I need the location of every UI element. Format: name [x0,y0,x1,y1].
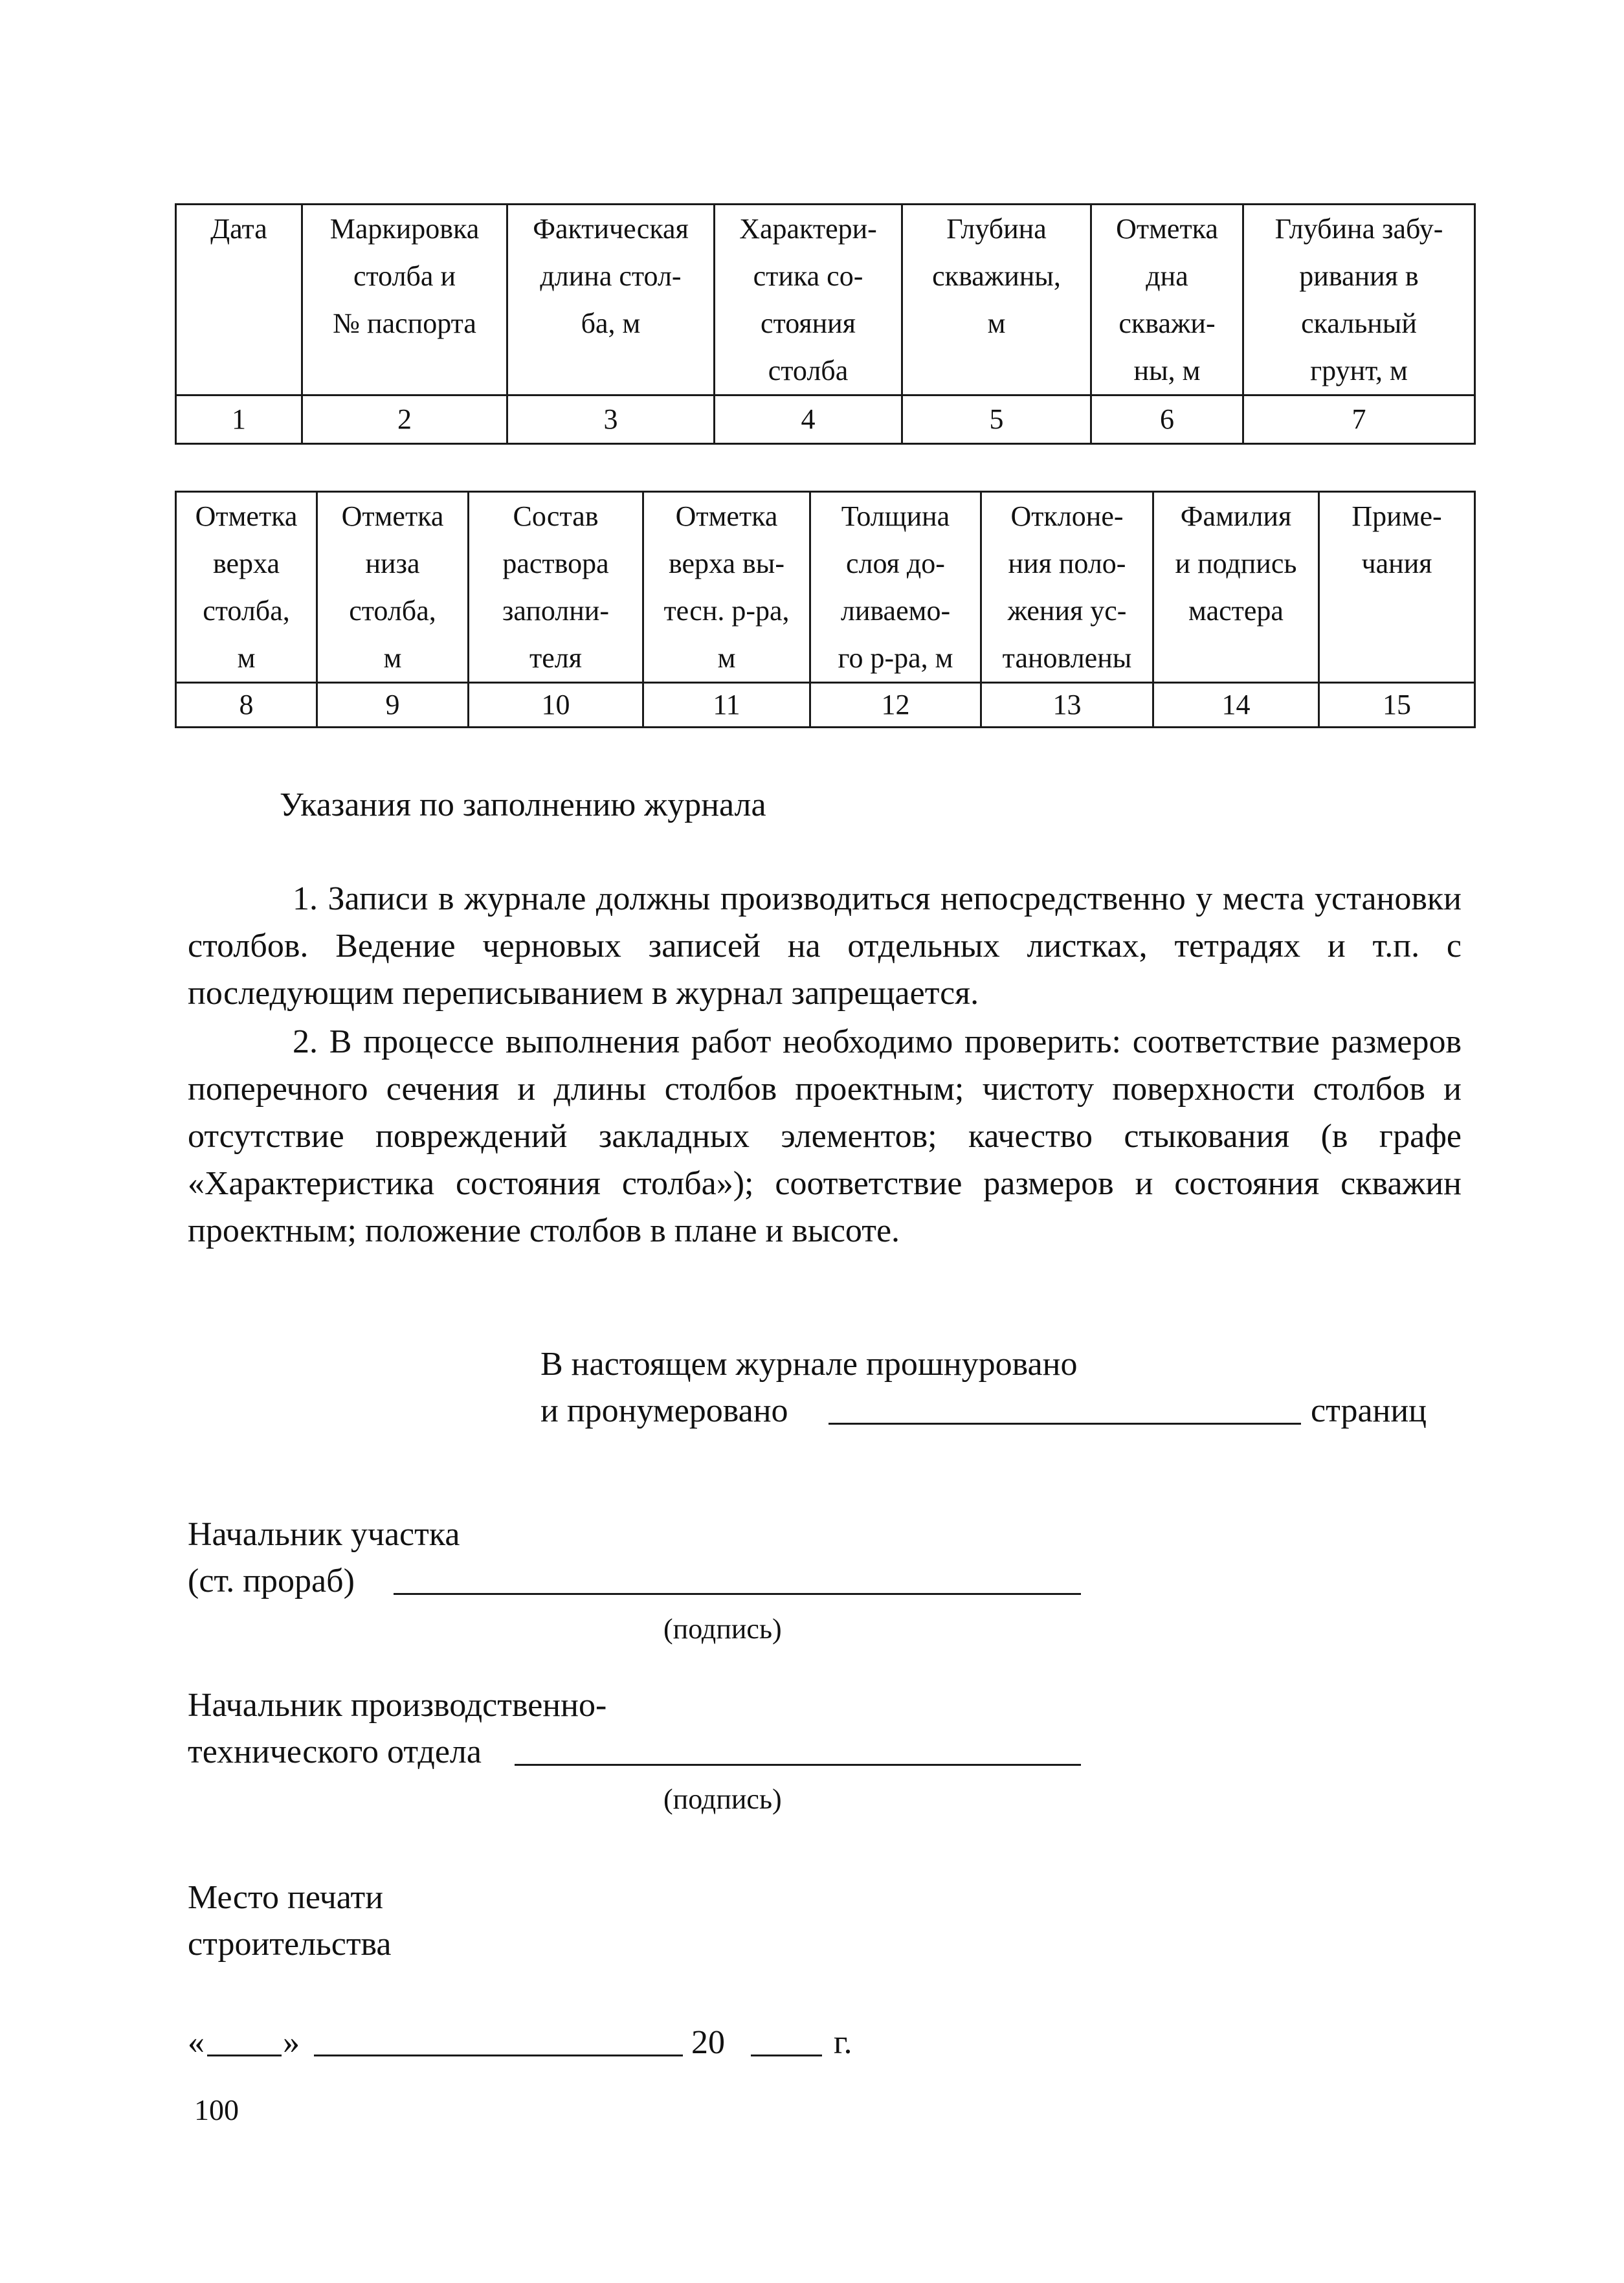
page-count-blank [829,1423,1301,1425]
column-number: 4 [715,395,902,444]
header-pile-marking: Маркировка столба и № паспорта [302,205,507,395]
stamp-place-line-1: Место печати [188,1879,384,1916]
pto-chief-label-line-1: Начальник производственно- [188,1687,607,1724]
date-open-quote: « [188,2024,205,2061]
column-number: 13 [981,683,1153,728]
column-number: 6 [1091,395,1243,444]
senior-foreman-label: (ст. прораб) [188,1563,355,1599]
header-well-depth: Глубина скважины, м [902,205,1091,395]
header-rock-drilling-depth: Глубина забу- ривания в скальный грунт, м [1243,205,1475,395]
column-number: 8 [176,683,317,728]
section-chief-signature-blank [394,1593,1081,1595]
column-number: 11 [643,683,810,728]
column-number: 9 [317,683,469,728]
pto-chief-signature-blank [515,1764,1081,1766]
header-position-deviations: Отклоне- ния поло- жения ус- тановлены [981,492,1153,683]
section-chief-label: Начальник участка [188,1516,460,1553]
header-well-bottom-mark: Отметка дна скважи- ны, м [1091,205,1243,395]
pto-chief-label-line-2: технического отдела [188,1733,482,1770]
year-suffix: г. [834,2024,852,2061]
header-foreman-signature: Фамилия и подпись мастера [1153,492,1319,683]
stamp-place-line-2: строительства [188,1926,392,1963]
binding-note-line-1: В настоящем журнале прошнуровано [540,1346,1078,1383]
column-number: 7 [1243,395,1475,444]
year-blank [751,2055,822,2056]
header-date: Дата [176,205,302,395]
date-close-quote: » [283,2024,300,2061]
table-number-row [176,683,1475,728]
header-filler-mortar: Состав раствора заполни- теля [469,492,643,683]
page-number: 100 [194,2093,239,2126]
month-blank [314,2055,683,2056]
header-added-mortar-thickness: Толщина слоя до- ливаемо- го р-ра, м [810,492,981,683]
header-pile-top-mark: Отметка верха столба, м [176,492,317,683]
signature-caption-1: (подпись) [663,1613,782,1645]
column-number: 5 [902,395,1091,444]
instructions-heading: Указания по заполнению журнала [280,786,766,823]
header-pile-bottom-mark: Отметка низа столба, м [317,492,469,683]
header-pile-condition: Характери- стика со- стояния столба [715,205,902,395]
table-header-row [176,205,1475,395]
column-number: 1 [176,395,302,444]
signature-caption-2: (подпись) [663,1783,782,1815]
header-displaced-mortar-mark: Отметка верха вы- тесн. р-ра, м [643,492,810,683]
pile-journal-table-part-1 [175,203,1476,445]
header-notes: Приме- чания [1319,492,1475,683]
column-number: 2 [302,395,507,444]
column-number: 14 [1153,683,1319,728]
year-prefix: 20 [691,2024,725,2061]
column-number: 15 [1319,683,1475,728]
instruction-paragraph-1: 1. Записи в журнале должны производиться непосредственно у места установки столбов. Ведение черновых записей на отдельных листках, тетрадях и т.п. с последующим переписыванием в журнал запрещается. [188,880,1462,1012]
table-number-row [176,395,1475,444]
column-number: 3 [507,395,715,444]
day-blank [207,2055,282,2056]
instruction-paragraph-2: 2. В процессе выполнения работ необходимо проверить: соответствие размеров поперечного сечения и длины столбов проектным; чистоту поверхности столбов и отсутствие повреждений закладных элементов; качество стыкования (в графе «Характеристика состояния столба»); соответствие размеров и состояния скважин проектным; положение столбов в плане и высоте. [188,1023,1462,1249]
column-number: 10 [469,683,643,728]
binding-note-line-2-suffix: страниц [1311,1392,1427,1429]
table-header-row [176,492,1475,683]
header-actual-length: Фактическая длина стол- ба, м [507,205,715,395]
column-number: 12 [810,683,981,728]
binding-note-line-2-prefix: и пронумеровано [540,1392,788,1429]
pile-journal-table-part-2 [175,491,1476,728]
